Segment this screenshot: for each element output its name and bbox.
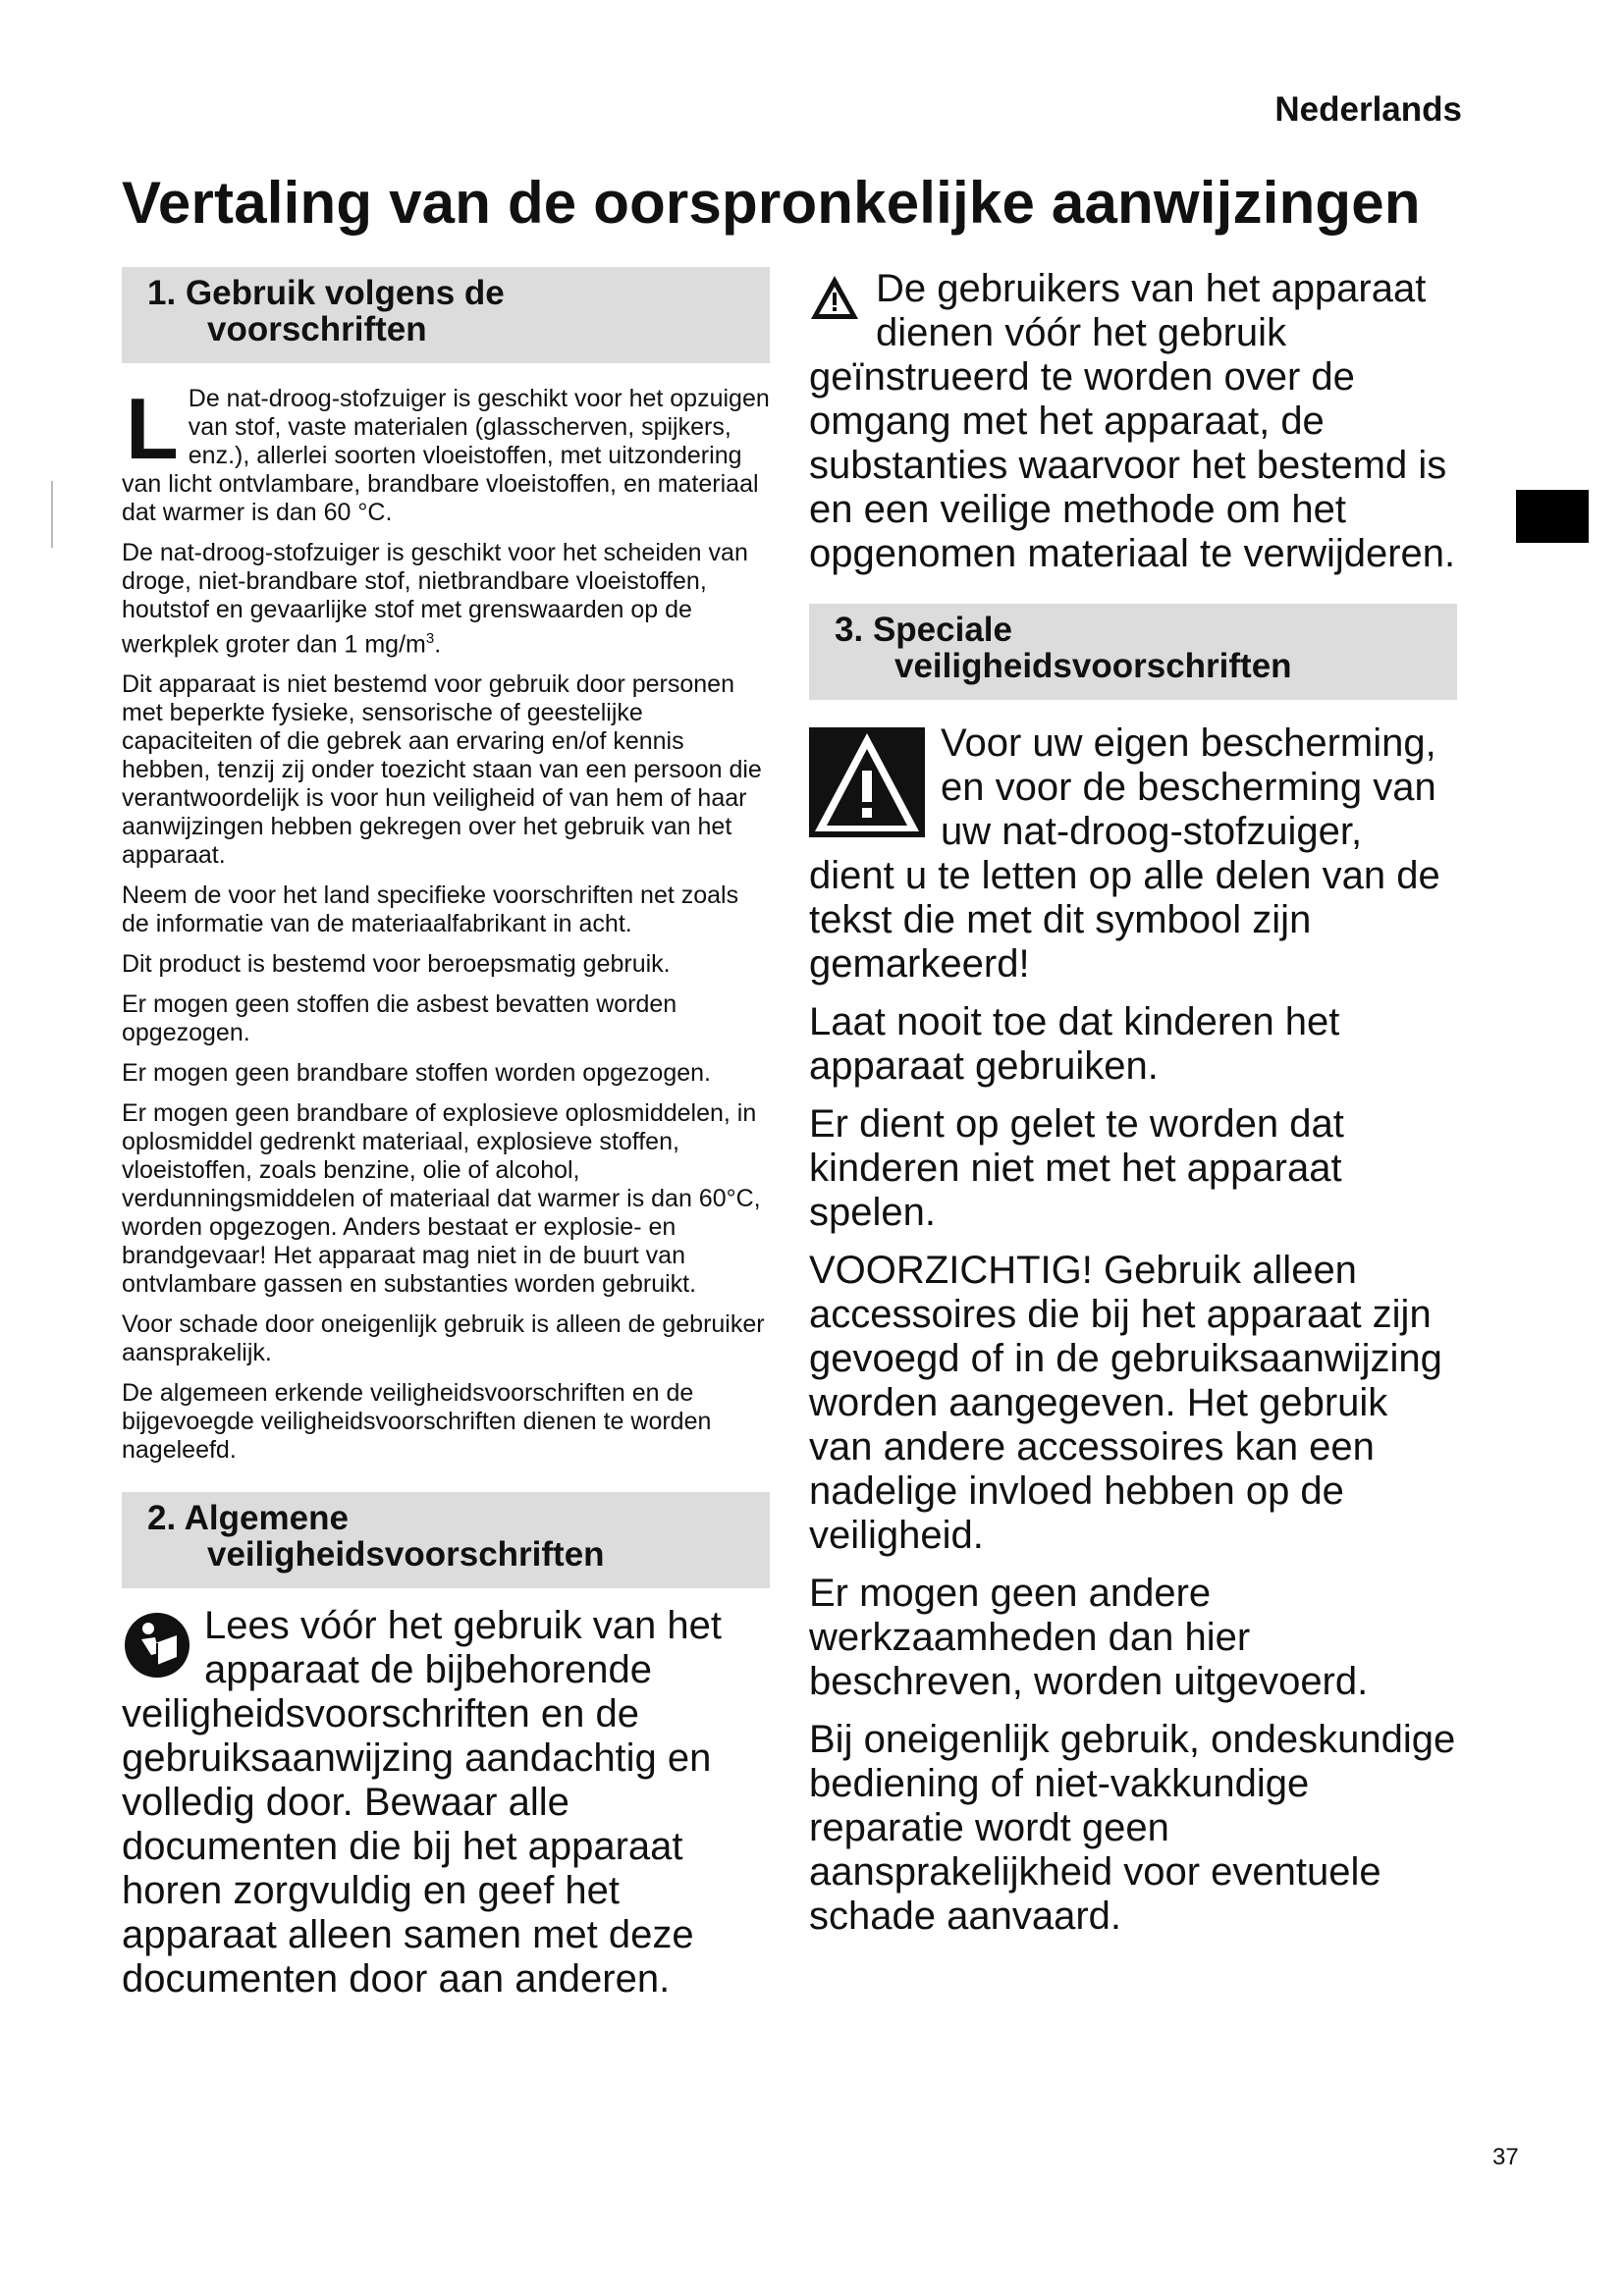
accessories-paragraph: VOORZICHTIG! Gebruik alleen accessoires die bij het apparaat zijn gevoegd of in de gebruiksaanwijzing worden aangegeven. Het gebruik van andere accessoires kan een nadelige invloed hebben op de veiligheid. <box>809 1249 1442 1557</box>
children-use-paragraph: Laat nooit toe dat kinderen het apparaat gebruiken. <box>809 1000 1340 1088</box>
left-column <box>122 267 770 2015</box>
section-3-body <box>809 721 1457 1939</box>
read-manual-icon <box>122 1610 192 1681</box>
page-number: 37 <box>1492 2144 1519 2170</box>
section-1-title-line1: Gebruik volgens de <box>185 274 505 312</box>
no-liability-paragraph: Bij oneigenlijk gebruik, ondeskundige bediening of niet-vakkundige reparatie wordt geen aansprakelijkheid voor eventuele schade aanvaard. <box>809 1718 1456 1938</box>
protection-paragraph: Voor uw eigen bescherming, en voor de bescherming van uw nat-droog-stofzuiger, dient u te letten op alle delen van de tekst die met dit symbool zijn gemarkeerd! <box>809 721 1440 986</box>
explosive-paragraph: Er mogen geen brandbare of explosieve oplosmiddelen, in oplosmiddel gedrenkt materiaal, explosieve stoffen, vloeistoffen, zoals benzine, olie of alcohol, verdunningsmiddelen of materiaal dat warmer is dan 60°C, worden opgezogen. Anders bestaat er explosie- en brandgevaar! Het apparaat mag niet in de buurt van ontvlambare gassen en substanties worden gebruikt. <box>122 1099 761 1299</box>
read-manual-paragraph: Lees vóór het gebruik van het apparaat de bijbehorende veiligheidsvoorschriften en de gebruiksaanwijzing aandachtig en volledig door. Bewaar alle documenten die bij het apparaat horen zorgvuldig en geef het apparaat alleen samen met deze documenten door aan anderen. <box>122 1604 723 2002</box>
section-2-title-line1: Algemene <box>184 1499 349 1538</box>
section-2-title-line2: veiligheidsvoorschriften <box>207 1535 605 1575</box>
other-work-paragraph: Er mogen geen andere werkzaamheden dan hier beschreven, worden uitgevoerd. <box>809 1572 1369 1703</box>
separation-paragraph: De nat-droog-stofzuiger is geschikt voor het scheiden van droge, niet-brandbare stof, nietbrandbare vloeistoffen, houtstof en gevaarlijke stof met grenswaarden op de werkplek groter dan 1 $mg/m^3$. <box>122 539 748 659</box>
drop-cap: L <box>126 380 179 477</box>
section-3-title-line2: veiligheidsvoorschriften <box>894 647 1292 685</box>
section-1-title-line2: voorschriften <box>207 310 427 348</box>
section-1-number: 1. <box>147 274 177 312</box>
language-tab-marker <box>1516 490 1589 543</box>
section-3-heading <box>809 604 1457 700</box>
section-1-heading <box>122 267 770 363</box>
section-3-number: 3. <box>835 611 864 649</box>
section-1-body <box>122 380 770 1465</box>
warning-triangle-icon <box>809 727 925 837</box>
warning-triangle-icon <box>809 273 860 322</box>
flammable-paragraph: Er mogen geen brandbare stoffen worden opgezogen. <box>122 1059 711 1088</box>
user-instruction-paragraph: De gebruikers van het apparaat dienen vóór het gebruik geïnstrueerd te worden over de omgang met het apparaat, de substanties waarvoor het bestemd is en een veilige methode om het opgenomen materiaal te verwijderen. <box>809 267 1456 575</box>
professional-use-paragraph: Dit product is bestemd voor beroepsmatig gebruik. <box>122 950 671 979</box>
intended-use-paragraph: L De nat-droog-stofzuiger is geschikt voor het opzuigen van stof, vaste materialen (glasscherven, spijkers, enz.), allerlei soorten vloeistoffen, met uitzondering van licht ontvlambare, brandbare vloeistoffen, en materiaal dat warmer is dan 60 °C. <box>122 380 770 526</box>
user-instruction-block <box>809 267 1457 576</box>
section-2-body <box>122 1604 770 2002</box>
section-3-title-line1: Speciale <box>872 611 1012 649</box>
language-label: Nederlands <box>1274 90 1462 129</box>
section-2-number: 2. <box>147 1499 177 1538</box>
right-column <box>809 267 1457 1952</box>
margin-line <box>51 481 53 548</box>
country-rules-paragraph: Neem de voor het land specifieke voorschriften net zoals de informatie van de materiaalfabrikant in acht. <box>122 881 739 938</box>
liability-paragraph: Voor schade door oneigenlijk gebruik is alleen de gebruiker aansprakelijk. <box>122 1310 765 1367</box>
asbestos-paragraph: Er mogen geen stoffen die asbest bevatten worden opgezogen. <box>122 990 677 1047</box>
safety-rules-paragraph: De algemeen erkende veiligheidsvoorschriften en de bijgevoegde veiligheidsvoorschriften dienen te worden nageleefd. <box>122 1379 712 1465</box>
page-title: Vertaling van de oorspronkelijke aanwijzingen <box>122 170 1421 236</box>
section-2-heading <box>122 1492 770 1588</box>
restricted-persons-paragraph: Dit apparaat is niet bestemd voor gebruik door personen met beperkte fysieke, sensorische of geestelijke capaciteiten of die gebrek aan ervaring en/of kennis hebben, tenzij zij onder toezicht staan van een persoon die verantwoordelijk is voor hun veiligheid of van hem of haar aanwijzingen hebben gekregen over het gebruik van het apparaat. <box>122 670 762 870</box>
children-play-paragraph: Er dient op gelet te worden dat kinderen niet met het apparaat spelen. <box>809 1102 1344 1234</box>
